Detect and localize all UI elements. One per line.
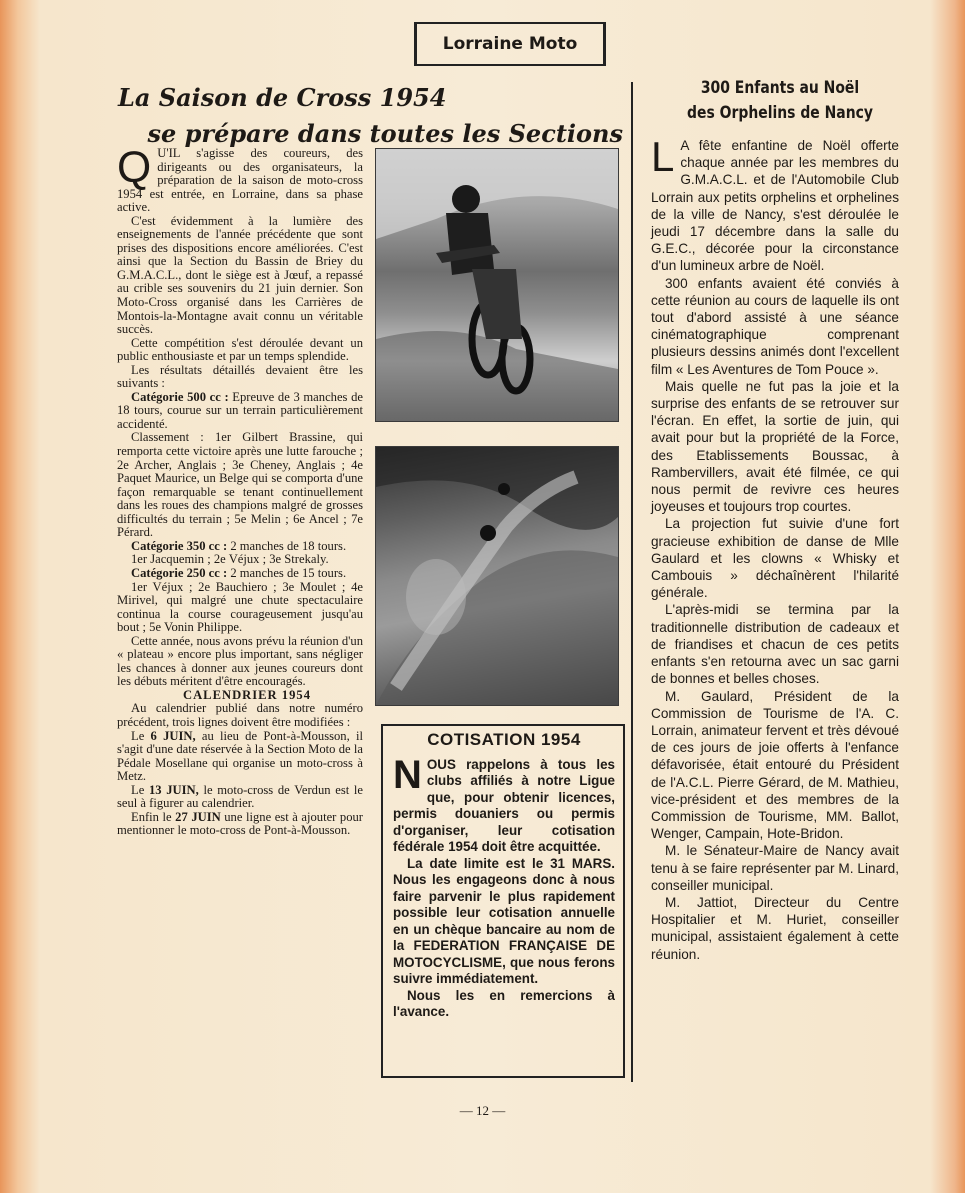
article-paragraph: Cette compétition s'est déroulée devant un public enthousiaste et par un temps splendide. (117, 335, 363, 364)
calendar-text: une ligne est à ajouter pour mentionner le moto-cross de Pont-à-Mousson. (117, 809, 363, 838)
side-article-paragraph: M. le Sénateur-Maire de Nancy avait tenu à se faire représenter par M. Linard, conseiller municipal. (651, 843, 899, 893)
section-header: Lorraine Moto (414, 22, 606, 66)
side-article-paragraph: La projection fut suivie d'une fort gracieuse exhibition de danse de Mlle Gaulard et les clowns « Whisky et Cambouis » déchaînèrent l'hilarité générale. (651, 516, 899, 601)
cotisation-paragraph: Nous les en remercions à l'avance. (393, 987, 615, 1019)
cotisation-dropcap: N (393, 752, 422, 797)
category-350-label: Catégorie 350 cc : (131, 538, 228, 553)
calendar-date: 13 JUIN, (148, 782, 199, 797)
motocross-track-photo (375, 446, 619, 706)
calendar-heading: CALENDRIER 1954 (182, 687, 311, 702)
cotisation-paragraph: La date limite est le 31 MARS. Nous les engageons donc à nous faire parvenir le plus rapidement possible leur cotisation annuelle en un chèque bancaire au nom de la FEDERATION FRANÇAISE DE MOTOCYCLISME, que nous ferons suivre immédiatement. (393, 855, 615, 986)
side-article-paragraph: M. Jattiot, Directeur du Centre Hospitalier et M. Huriet, conseiller municipal, assistaient également à cette réunion. (651, 894, 899, 962)
side-article-paragraph: 300 enfants avaient été conviés à cette réunion au cours de laquelle ils ont tout d'abord assisté à une séance cinématographique comprenant plusieurs dessins animés dont l'excellent film « Les Aventures de Tom Pouce ». (651, 275, 899, 377)
side-article-paragraph: A fête enfantine de Noël offerte chaque année par les membres du G.M.A.C.L. et de l'Automobile Club Lorrain aux petits orphelins et orphelines de la ville de Nancy, s'est déroulée le jeudi 17 décembre dans la salle du G.E.C., décorée pour la circonstance d'un lumineux arbre de Noël. (651, 138, 899, 274)
side-article-dropcap: L (651, 133, 675, 180)
motocross-track-illustration (376, 447, 618, 705)
page-number: — 12 — (459, 1103, 506, 1118)
motocross-rider-illustration (376, 149, 618, 421)
category-250-label: Catégorie 250 cc : (131, 565, 228, 580)
category-500-paragraph (117, 391, 363, 432)
calendar-paragraph (117, 730, 363, 784)
motocross-rider-photo (375, 148, 619, 422)
cotisation-title: COTISATION 1954 (427, 730, 581, 749)
side-article-title (673, 76, 886, 126)
column-divider (631, 82, 633, 1082)
cotisation-paragraph: OUS rappelons à tous les clubs affiliés à notre Ligue que, pour obtenir licences, permis douaniers ou permis d'organiser, leur cotisation fédérale 1954 doit être acquittée. (393, 756, 615, 854)
calendar-text: Enfin le (131, 809, 176, 824)
calendar-paragraph (117, 784, 363, 811)
right-column (651, 133, 899, 963)
calendar-date: 6 JUIN, (150, 728, 196, 743)
category-250-results: 1er Véjux ; 2e Bauchiero ; 3e Moulet ; 4e Mirivel, qui malgré une chute spectaculaire continua la course courageusement jusqu'au bout ; 5e Vonin Philippe. (117, 579, 363, 635)
side-article-title-line2: des Orphelins de Nancy (687, 103, 873, 123)
article-title-line2: se prépare dans toutes les Sections (147, 119, 623, 148)
calendar-text: Le (131, 728, 151, 743)
article-title (118, 80, 623, 152)
calendar-text: le moto-cross de Verdun est le seul à figurer au calendrier. (117, 782, 363, 811)
calendar-paragraph: Au calendrier publié dans notre numéro précédent, trois lignes doivent être modifiées : (117, 701, 363, 729)
article-paragraph: C'est évidemment à la lumière des enseignements de l'année précédente que sont prises des dispositions encore améliorées. C'est ainsi que la Section du Bassin de Briey du G.M.A.C.L., dont le siège est à Jœuf, a repassé au crible ses souvenirs du 21 juin dernier. Son Moto-Cross organisé dans les Carrières de Montois-la-Montagne avait connu un véritable succès. (117, 213, 363, 337)
article-paragraph: Cette année, nous avons prévu la réunion d'un « plateau » encore plus important, sans négliger les chances à donner aux jeunes coureurs dont les débuts méritent d'être encouragés. (117, 633, 363, 689)
article-dropcap: Q (117, 143, 152, 192)
category-250-text: 2 manches de 15 tours. (227, 565, 347, 580)
classement-paragraph: Classement : 1er Gilbert Brassine, qui remporta cette victoire après une lutte farouche ; 2e Archer, Anglais ; 3e Cheney, Anglais ; 4e Paquet Maurice, un Belge qui se comporta d'une façon remarquable se tenant continuellement dans les roues des champions malgré de grosses difficultés du terrain ; 5e Melin ; 6e Ancel ; 7e Pérard. (117, 430, 363, 540)
cotisation-notice (381, 724, 625, 1078)
calendar-text: Le (131, 782, 149, 797)
calendar-text: au lieu de Pont-à-Mousson, il s'agit d'une date réservée à la Section Moto de la Pédale Mosellane qui organise un moto-cross à Metz. (117, 728, 363, 784)
left-column (117, 143, 363, 838)
calendar-paragraph (117, 811, 363, 838)
category-500-text: Epreuve de 3 manches de 18 tours, courue sur un terrain particulièrement accidenté. (117, 389, 363, 431)
category-350-paragraph (117, 540, 363, 554)
side-article-paragraph: M. Gaulard, Président de la Commission de Tourisme de l'A. C. Lorrain, animateur fervent et très dévoué de ces jours de joie offerts à l'enfance défavorisée, était entouré du Président de l'A.C.L. Pierre Gérard, de M. Mathieu, vice-président et des membres de la Commission de Tourisme, MM. Ballot, Wenger, Campain, Hote-Bridon. (651, 688, 899, 842)
calendar-date: 27 JUIN (175, 809, 221, 824)
side-article-paragraph: L'après-midi se termina par la traditionnelle distribution de cadeaux et de friandises et chacun de ces petits enfants s'en retourna avec un sac garni de bonnes et belles choses. (651, 602, 899, 687)
article-paragraph: Les résultats détaillés devaient être les suivants : (117, 362, 363, 391)
article-title-line1: La Saison de Cross 1954 (118, 83, 447, 112)
article-paragraph: U'IL s'agisse des coureurs, des dirigeants ou des organisateurs, la préparation de la saison de moto-cross 1954 est entrée, en Lorraine, dans sa phase active. (117, 146, 363, 215)
side-article-title-line1: 300 Enfants au Noël (700, 78, 860, 98)
category-250-paragraph (117, 567, 363, 581)
category-500-label: Catégorie 500 cc : (131, 389, 229, 404)
category-350-results: 1er Jacquemin ; 2e Véjux ; 3e Strekaly. (131, 552, 329, 567)
side-article-paragraph: Mais quelle ne fut pas la joie et la surprise des enfants de se retrouver sur l'écran. En effet, la sortie de juin, qui avait pour but la propriété de la Force, des Etablissements Boussac, à Rambervillers, avait été filmée, ce qui nous permit de revivre ces heures joyeuses et toujours trop courtes. (651, 378, 899, 515)
category-350-text: 2 manches de 18 tours. (227, 538, 347, 553)
